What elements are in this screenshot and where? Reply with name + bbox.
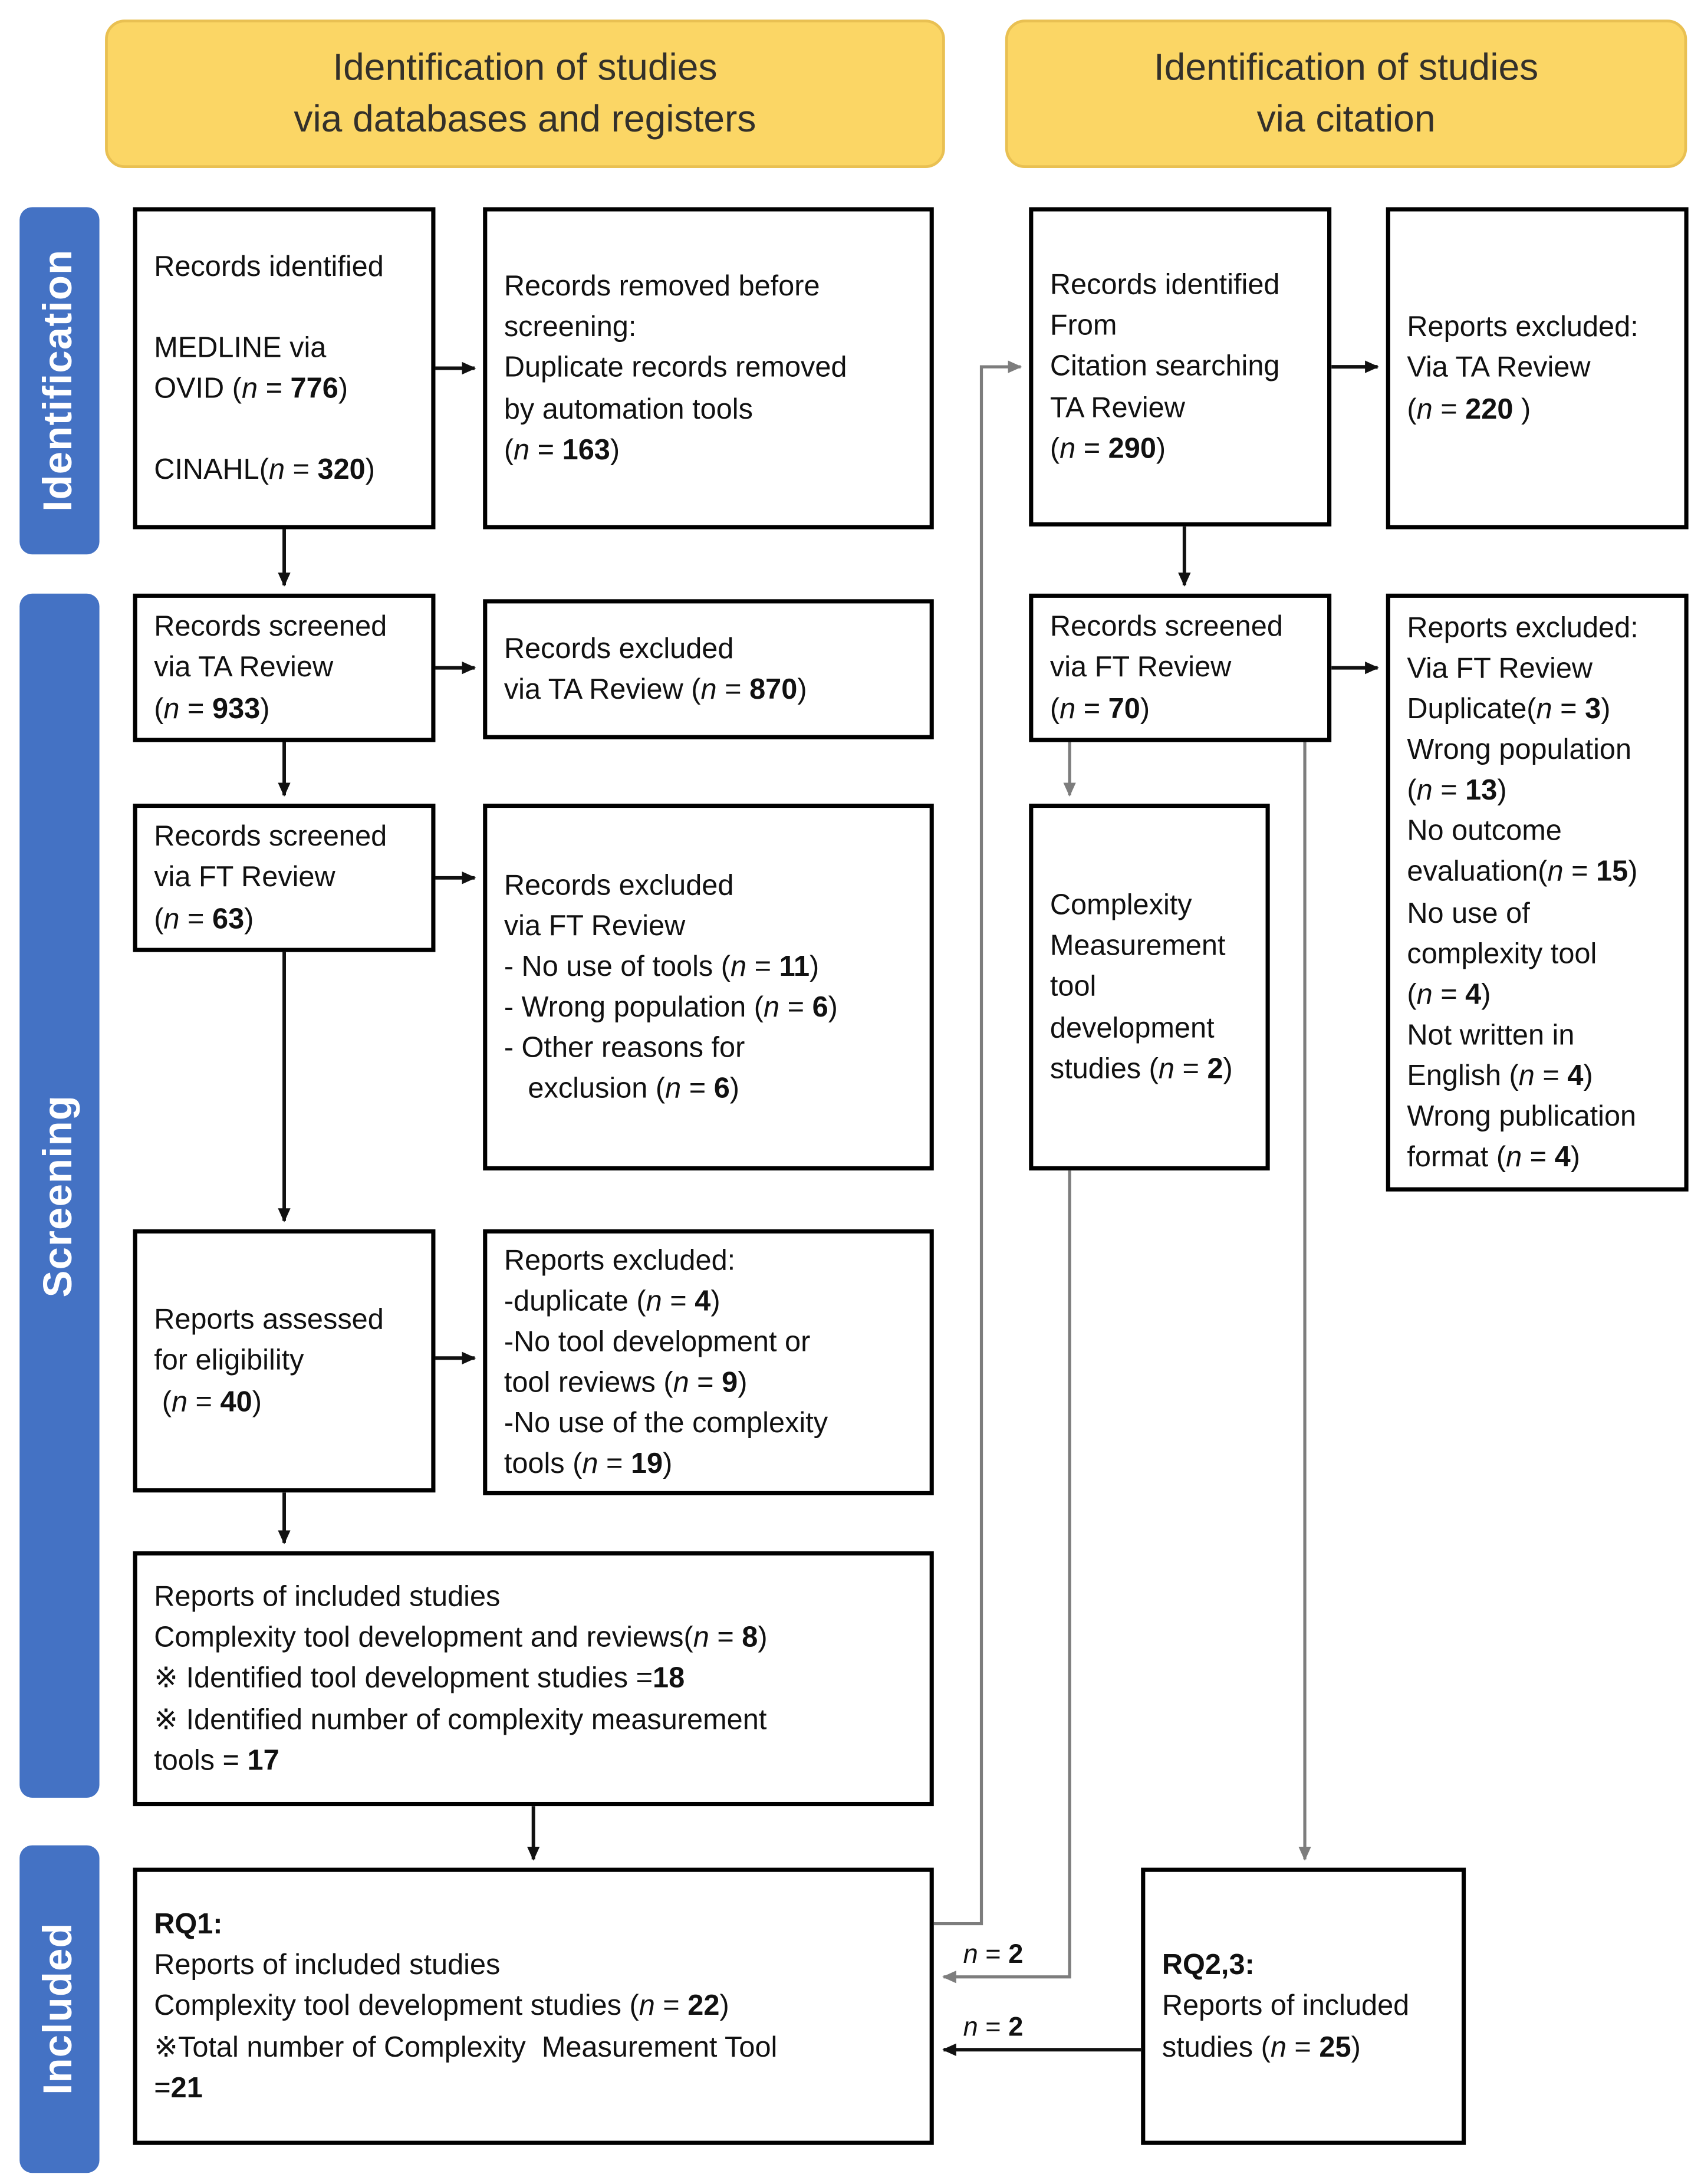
box-reports-assessed-eligibility: Reports assessed for eligibility (n = 40): [133, 1229, 436, 1492]
arrow-rq1-to-citation-search: [934, 367, 1021, 1923]
stage-screening: [19, 594, 99, 1798]
box-rq1-included-studies: RQ1: Reports of included studies Complexity tool development studies (n = 22) ※Total number of Complexity Measurement Tool =21: [133, 1868, 934, 2145]
box-records-screened-ta-review: Records screened via TA Review (n = 933): [133, 594, 436, 742]
box-records-excluded-ta-review: Records excluded via TA Review (n = 870): [483, 599, 934, 739]
box-complexity-tool-development: Complexity Measurement tool development studies (n = 2): [1029, 804, 1269, 1170]
box-records-screened-ft-review: Records screened via FT Review (n = 63): [133, 804, 436, 952]
stage-included-label: Included: [36, 1923, 81, 2096]
stage-screening-label: Screening: [36, 1094, 81, 1297]
arrow-label-n2-rq23: n = 2: [963, 2013, 1024, 2043]
box-records-excluded-ft-review: Records excluded via FT Review - No use of tools (n = 11) - Wrong population (n = 6) - Other reasons for exclusion (n = 6): [483, 804, 934, 1170]
stage-identification: [19, 207, 99, 554]
box-reports-excluded-ft-citation: Reports excluded: Via FT Review Duplicate(n = 3) Wrong population (n = 13) No outcome evaluation(n = 15) No use of complexity tool (n = 4) Not written in English (n = 4) Wrong publication format (n = 4): [1386, 594, 1689, 1192]
header-identification-citation: Identification of studies via citation: [1005, 19, 1687, 168]
box-records-removed-before-screening: Records removed before screening: Duplicate records removed by automation tools (n = 163): [483, 207, 934, 529]
box-reports-excluded-eligibility: Reports excluded: -duplicate (n = 4) -No tool development or tool reviews (n = 9) -No use of the complexity tools (n = 19): [483, 1229, 934, 1495]
box-records-screened-ft-citation: Records screened via FT Review (n = 70): [1029, 594, 1331, 742]
box-reports-included-studies: Reports of included studies Complexity tool development and reviews(n = 8) ※ Identified tool development studies =18 ※ Identified number of complexity measurement tools = 17: [133, 1551, 934, 1806]
box-records-identified-databases: Records identified MEDLINE via OVID (n = 776) CINAHL(n = 320): [133, 207, 436, 529]
arrow-label-n2-tooldev: n = 2: [963, 1940, 1024, 1970]
header-identification-databases: Identification of studies via databases and registers: [105, 19, 945, 168]
box-rq23-included-studies: RQ2,3: Reports of included studies (n = 25): [1141, 1868, 1466, 2145]
box-reports-excluded-ta-citation: Reports excluded: Via TA Review (n = 220 ): [1386, 207, 1689, 529]
arrow-tooldev-to-rq1: [943, 1170, 1070, 1977]
stage-included: [19, 1846, 99, 2173]
stage-identification-label: Identification: [36, 249, 81, 512]
box-records-identified-citation: Records identified From Citation searching TA Review (n = 290): [1029, 207, 1331, 526]
